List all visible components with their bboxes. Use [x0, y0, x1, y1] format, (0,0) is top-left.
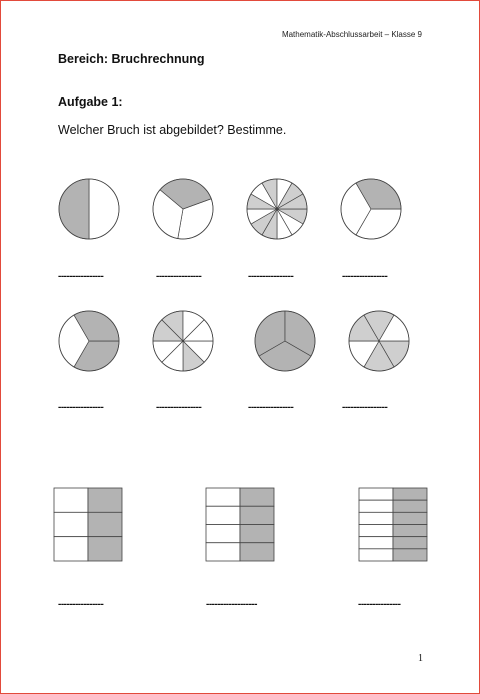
grid-cell	[88, 512, 122, 536]
fraction-grid	[205, 487, 275, 562]
grid-cell	[206, 543, 240, 561]
task-question: Welcher Bruch ist abgebildet? Bestimme.	[58, 123, 287, 137]
grid-cell	[393, 537, 427, 549]
page-number: 1	[418, 653, 423, 664]
fraction-circle	[58, 310, 120, 372]
answer-line[interactable]: ---------------	[358, 599, 401, 610]
grid-cell	[240, 506, 274, 524]
fraction-grid	[53, 487, 123, 562]
fraction-circle	[246, 178, 308, 240]
grid-cell	[240, 543, 274, 561]
fraction-circle	[152, 178, 214, 240]
grid-cell	[359, 512, 393, 524]
grid-cell	[206, 506, 240, 524]
grid-cell	[88, 488, 122, 512]
grid-cell	[359, 525, 393, 537]
grid-cell	[359, 537, 393, 549]
grid-cell	[54, 488, 88, 512]
answer-line[interactable]: ----------------	[342, 402, 388, 413]
grid-cell	[88, 537, 122, 561]
fraction-circle	[348, 310, 410, 372]
answer-line[interactable]: ----------------	[248, 402, 294, 413]
fraction-circle	[58, 178, 120, 240]
fraction-circle	[340, 178, 402, 240]
page-header: Mathematik-Abschlussarbeit – Klasse 9	[281, 30, 422, 39]
answer-line[interactable]: ------------------	[206, 599, 257, 610]
fraction-circle	[254, 310, 316, 372]
grid-cell	[393, 525, 427, 537]
grid-cell	[240, 488, 274, 506]
grid-cell	[393, 500, 427, 512]
grid-cell	[206, 525, 240, 543]
grid-cell	[393, 488, 427, 500]
fraction-circle	[152, 310, 214, 372]
grid-cell	[359, 488, 393, 500]
task-title: Aufgabe 1:	[58, 95, 123, 109]
grid-cell	[359, 549, 393, 561]
grid-cell	[393, 512, 427, 524]
answer-line[interactable]: ----------------	[58, 271, 104, 282]
answer-line[interactable]: ----------------	[156, 271, 202, 282]
answer-line[interactable]: ----------------	[248, 271, 294, 282]
grid-cell	[54, 512, 88, 536]
section-title: Bereich: Bruchrechnung	[58, 52, 205, 66]
answer-line[interactable]: ----------------	[342, 271, 388, 282]
fraction-grid	[358, 487, 428, 562]
circle-sector	[89, 179, 119, 239]
grid-cell	[393, 549, 427, 561]
grid-cell	[54, 537, 88, 561]
grid-cell	[359, 500, 393, 512]
grid-cell	[240, 525, 274, 543]
answer-line[interactable]: ----------------	[58, 599, 104, 610]
answer-line[interactable]: ----------------	[156, 402, 202, 413]
grid-cell	[206, 488, 240, 506]
answer-line[interactable]: ----------------	[58, 402, 104, 413]
circle-sector	[59, 179, 89, 239]
